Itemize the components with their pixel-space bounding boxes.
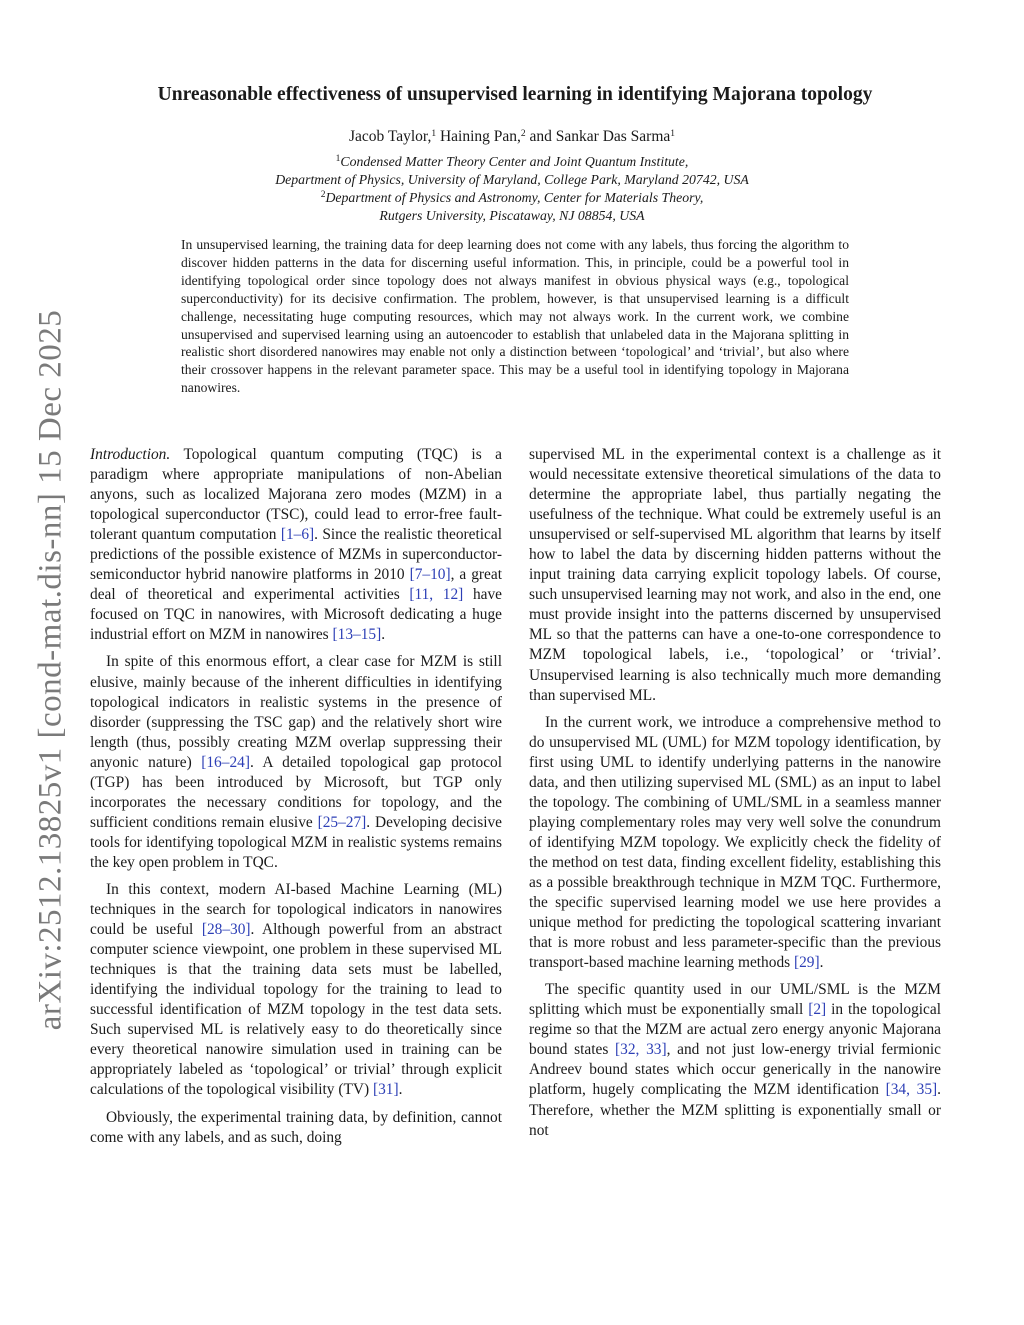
citation-link[interactable]: [29]: [793, 954, 820, 972]
text-run: supervised ML in the experimental context is a challenge as it would necessitate extensive theoretical simulations of the data to determine the appropriate label, thus partially negating the usefulness of the technique. What could be extremely useful is an unsupervised or self-supervised ML algorithm that learns by itself how to label the data by discerning hidden patterns without the input training data carrying explicit topology labels. Of course, such unsupervised learning may not work, and also in the end, one must provide insight into the patterns discerned by unsupervised ML so that the patterns can have a one-to-one correspondence to MZM topological labels, i.e., ‘topological’ or ‘trivial’. Unsupervised learning is also technically much more demanding than supervised ML.: [529, 446, 941, 704]
paper-title: Unreasonable effectiveness of unsupervised learning in identifying Majorana topology: [157, 84, 873, 105]
affiliation-mark: 1: [670, 129, 676, 139]
author-list: [0, 128, 1024, 146]
right-column: [529, 445, 941, 1148]
citation-link[interactable]: [25–27]: [317, 813, 367, 831]
citation-link[interactable]: [16–24]: [201, 753, 250, 771]
text-run: . Therefore, whether the MZM splitting is exponentially small or not: [529, 1081, 941, 1139]
author: Haining Pan,$^2$: [439, 128, 526, 145]
text-run: , and not just low-energy trivial fermionic Andreev bound states which occur generically in the nanowire platform, hugely complicating the MZM identification: [529, 1041, 941, 1099]
text-run: In the current work, we introduce a comprehensive method to do unsupervised ML (UML) for MZM topology identification, by first using UML to identify underlying patterns in the nanowire data, and then utilizing supervised ML (SML) as an input to label the topology. The combining of UML/SML in a seamless manner playing complementary roles may very well solve the conundrum of identifying MZM topology. We explicitly check the fidelity of the method on test data, finding excellent fidelity, establishing this as a possible breakthrough technique in MZM TQC. Furthermore, the specific supervised learning model we use here provides a unique method for predicting the topological scattering invariant that is more robust and less parameter-specific than the previous transport-based machine learning methods: [529, 713, 941, 972]
affiliation-line: Department of Physics, University of Maryland, College Park, Maryland 20742, USA: [275, 172, 749, 187]
arxiv-identifier: arXiv:2512.13825v1 [cond-mat.dis-nn] 15 Dec 2025: [32, 309, 69, 1031]
affiliation-line: $^2$Department of Physics and Astronomy, Center for Materials Theory,: [320, 190, 704, 205]
citation-link[interactable]: [7–10]: [409, 566, 451, 584]
text-run: have focused on TQC in nanowires, with Microsoft dedicating a huge industrial effort on MZM in nanowires: [90, 586, 503, 644]
text-run: in the topological regime so that the MZM are actual zero energy anyonic Majorana bound states: [529, 1001, 941, 1059]
paragraph: [529, 980, 941, 1140]
text-run: .: [819, 954, 824, 972]
citation-link[interactable]: [34, 35]: [885, 1081, 938, 1099]
paragraph: [529, 713, 941, 974]
citation-link[interactable]: [32, 33]: [615, 1041, 667, 1059]
paragraph: [90, 1108, 502, 1148]
text-run: The specific quantity used in our UML/SML is the MZM splitting which must be exponentially small: [529, 981, 941, 1019]
paragraph: [90, 652, 502, 873]
text-run: In this context, modern AI-based Machine Learning (ML) techniques in the search for topological indicators in nanowires could be useful: [90, 880, 502, 939]
citation-link[interactable]: [31]: [372, 1081, 399, 1099]
text-run: .: [398, 1081, 403, 1099]
citation-link[interactable]: [11, 12]: [409, 586, 464, 604]
affiliation-mark: 2: [520, 129, 526, 139]
text-run: . Although powerful from an abstract computer science viewpoint, one problem in these supervised ML techniques is that the training data sets must be labelled, identifying the individual topology for the training to lead to successful identification of MZM topology in the test data sets. Such supervised ML is relatively easy to do theoretically since every theoretical nanowire simulation used in training can be appropriately labeled as ‘topological’ or trivial’ through explicit calculations of the topological visibility (TV): [90, 921, 502, 1099]
arxiv-sidebar: [25, 300, 77, 1040]
author: and Sankar Das Sarma$^1$: [529, 128, 676, 145]
affiliation-line: Rutgers University, Piscataway, NJ 08854, USA: [379, 208, 645, 223]
citation-link[interactable]: [1–6]: [280, 526, 315, 544]
paragraph: [90, 880, 502, 1101]
citation-link[interactable]: [2]: [808, 1001, 827, 1019]
paragraph: [529, 445, 941, 706]
text-run: In spite of this enormous effort, a clear case for MZM is still elusive, mainly because of the inherent difficulties in identifying topological indicators in realistic systems in the presence of disorder (suppressing the TSC gap) and the relatively short wire length (thus, possibly creating MZM overlap suppressing their anyonic nature): [90, 653, 502, 771]
left-column: [90, 445, 502, 1155]
text-run: Topological quantum computing (TQC) is a paradigm where appropriate manipulations of non-Abelian anyons, such as localized Majorana zero modes (MZM) in a topological superconductor (TSC), could lead to error-free fault-tolerant quantum computation: [90, 446, 502, 544]
affiliation-line: $^1$Condensed Matter Theory Center and Joint Quantum Institute,: [335, 154, 689, 169]
section-lead-in: Introduction.: [90, 446, 171, 463]
text-run: Obviously, the experimental training data, by definition, cannot come with any labels, and as such, doing: [90, 1108, 502, 1146]
citation-link[interactable]: [28–30]: [201, 921, 251, 939]
text-run: .: [381, 626, 386, 644]
affiliation-list: [0, 153, 1024, 225]
author: Jacob Taylor,$^1$: [348, 128, 437, 145]
abstract: In unsupervised learning, the training data for deep learning does not come with any labels, thus forcing the algorithm to discover hidden patterns in the data for discerning useful information. This, in principle, could be a powerful tool in identifying topological order since topology does not always manifest in obvious physical ways (e.g., topological superconductivity) for its decisive confirmation. The problem, however, is that unsupervised learning is a difficult challenge, necessitating huge computing resources, which may not always work. In the current work, we combine unsupervised and supervised learning using an autoencoder to establish that unlabeled data in the Majorana splitting in realistic short disordered nanowires may enable not only a distinction between ‘topological’ and ‘trivial’, but also where their crossover happens in the relevant parameter space. This may be a useful tool in identifying topology in Majorana nanowires.: [181, 237, 849, 396]
text-run: , a great deal of theoretical and experimental activities: [90, 566, 502, 604]
text-run: . Developing decisive tools for identifying topological MZM in realistic systems remains the key open problem in TQC.: [90, 813, 503, 871]
text-run: . A detailed topological gap protocol (TGP) has been introduced by Microsoft, but TGP only incorporates the necessary conditions for topology, and the sufficient conditions remain elusive: [90, 753, 503, 831]
affiliation-mark: 1: [431, 129, 437, 139]
citation-link[interactable]: [13–15]: [332, 626, 382, 644]
paragraph: [90, 445, 502, 645]
text-run: . Since the realistic theoretical predictions of the possible existence of MZMs in superconductor-semiconductor hybrid nanowire platforms in 2010: [90, 526, 502, 584]
